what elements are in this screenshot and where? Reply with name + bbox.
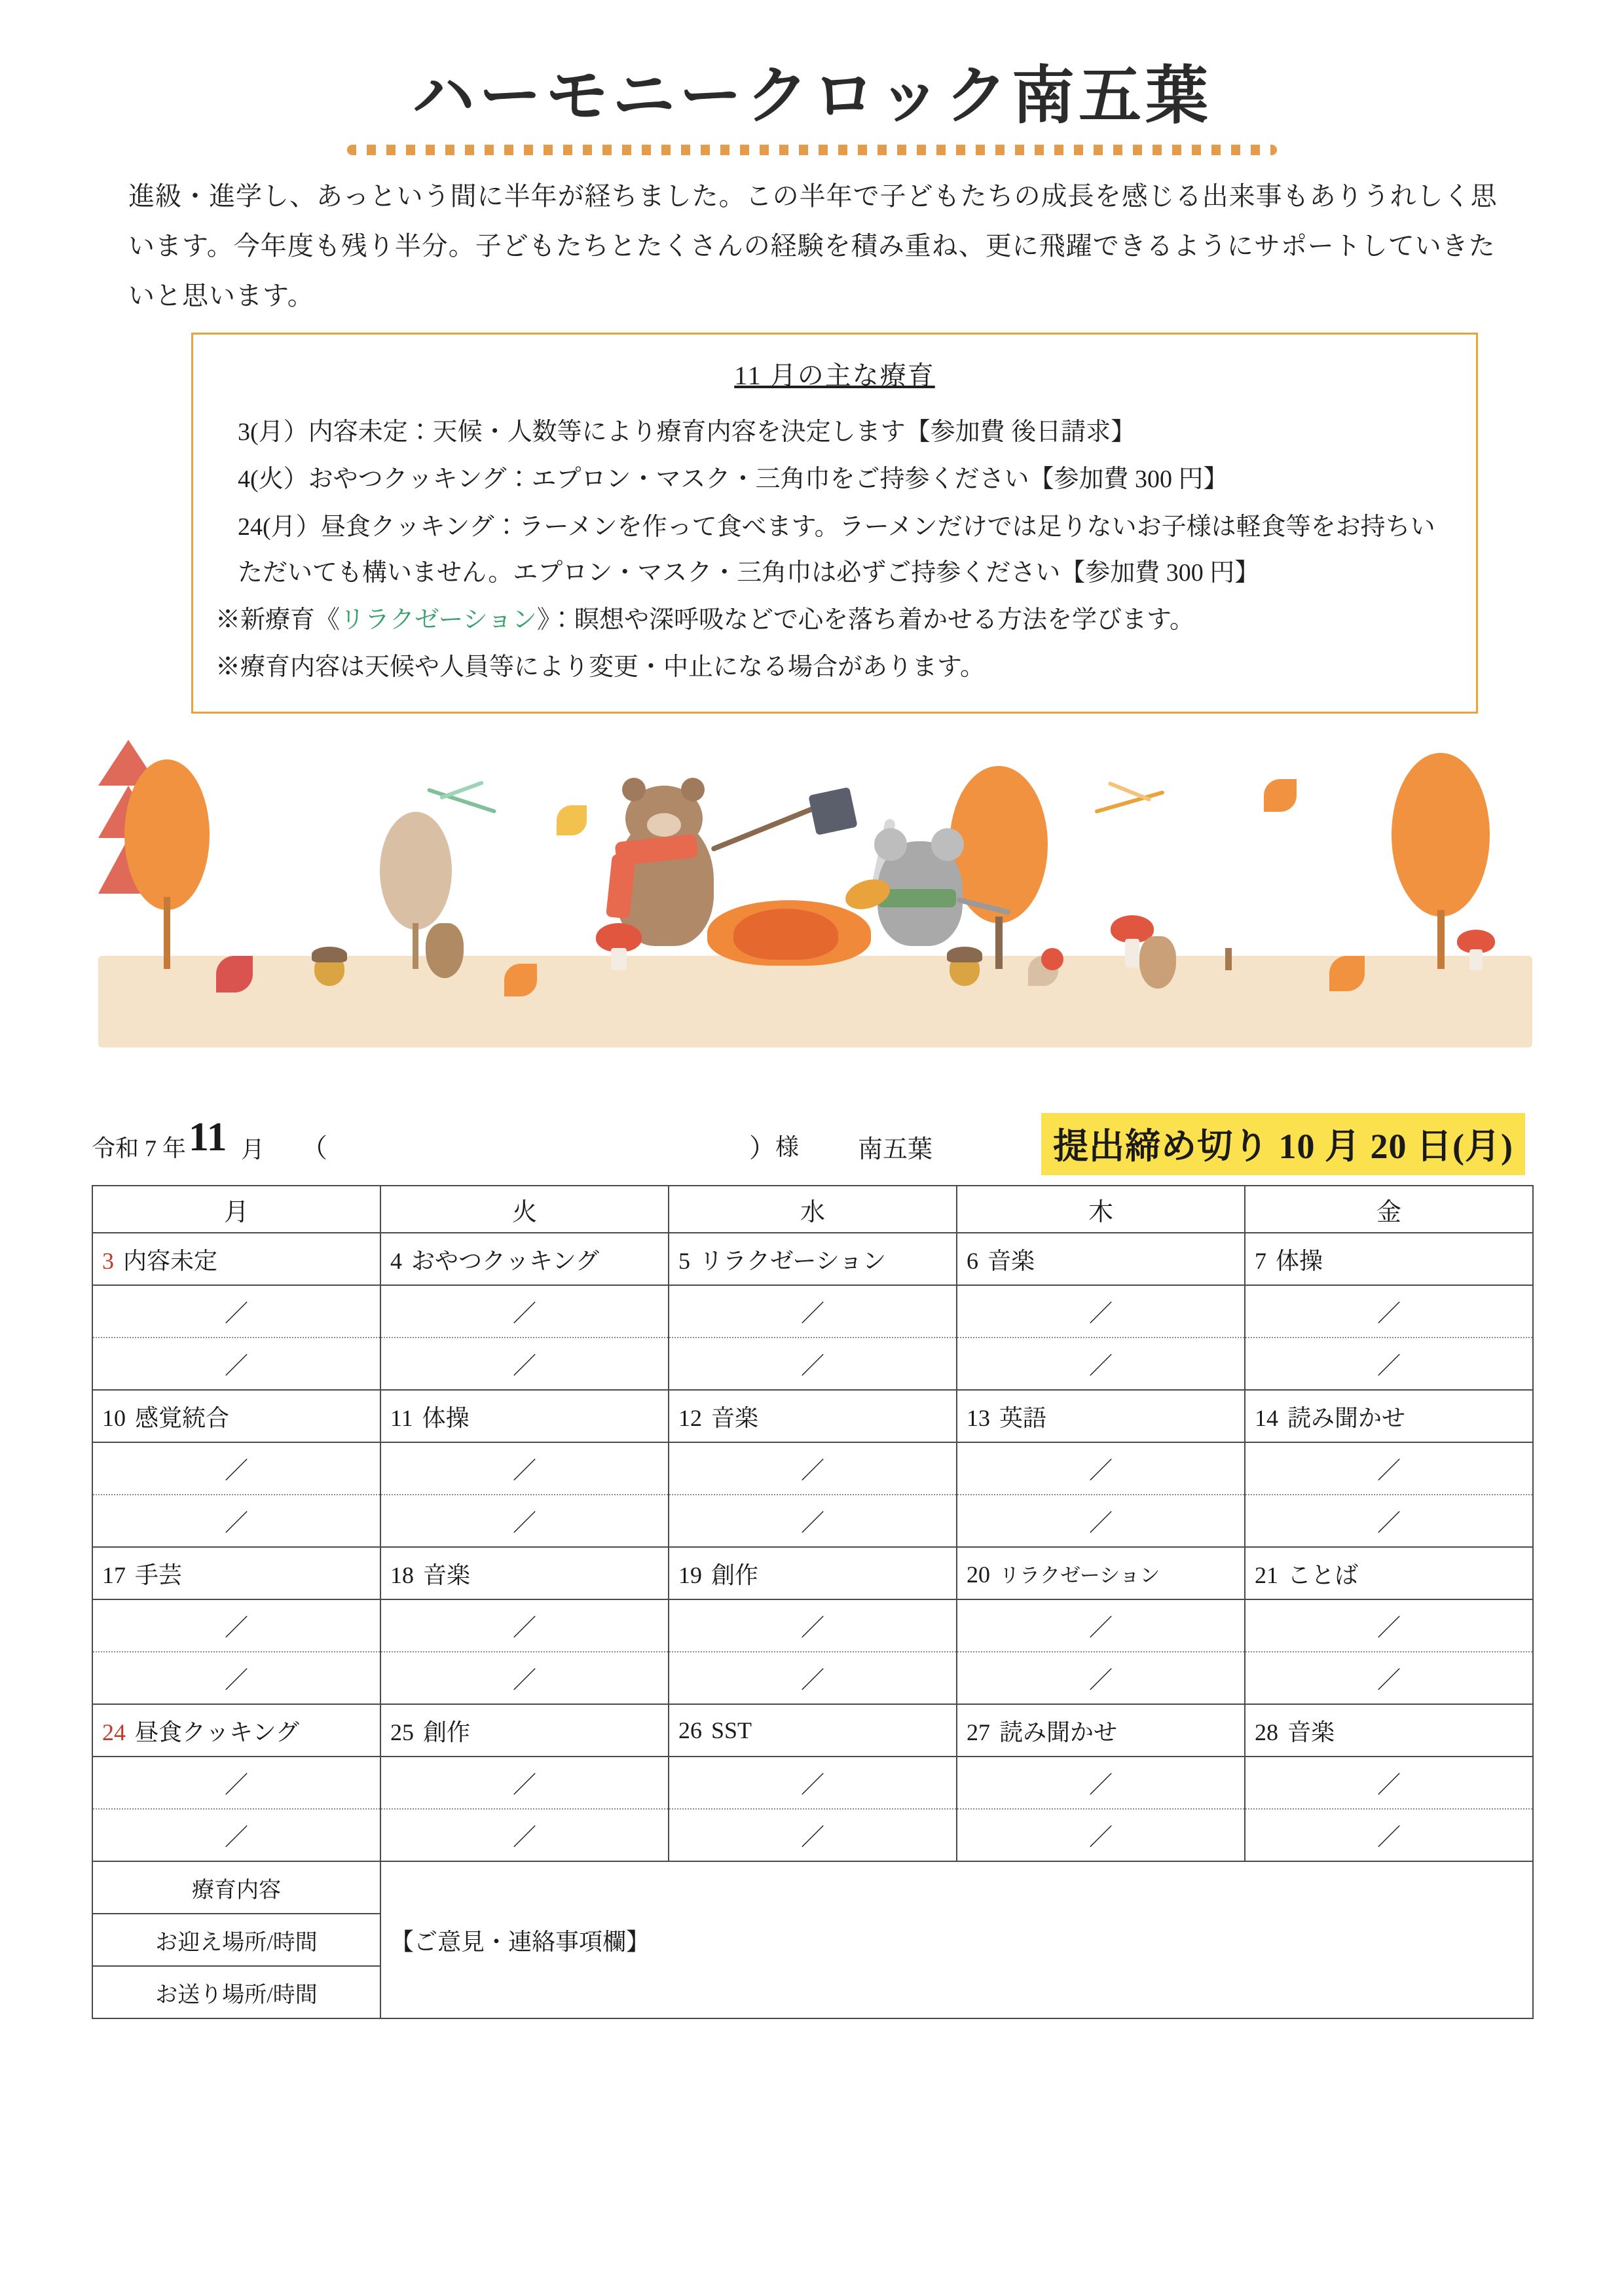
attendance-slash-cell[interactable]: ／: [92, 1338, 380, 1390]
day-event-label: 音楽: [1287, 1719, 1335, 1745]
program-note-changes: ※療育内容は天候や人員等により変更・中止になる場合があります。: [215, 653, 985, 682]
attendance-slash-cell[interactable]: ／: [380, 1442, 669, 1495]
orange-tree-right-icon: [1392, 753, 1490, 917]
day-event-label: ことば: [1287, 1561, 1359, 1588]
day-number: 28: [1255, 1719, 1278, 1745]
attendance-entry-row: [92, 1757, 1533, 1809]
day-event-label: 英語: [999, 1404, 1047, 1431]
day-number: 7: [1255, 1247, 1266, 1274]
calendar-day-cell[interactable]: [92, 1704, 380, 1757]
calendar-day-cell[interactable]: [669, 1704, 957, 1757]
day-event-label: 感覚統合: [135, 1404, 230, 1431]
page-title-block: [0, 46, 1624, 155]
day-number: 18: [390, 1561, 414, 1588]
note-relaxation-label: リラクゼーション: [340, 606, 537, 634]
attendance-slash-cell[interactable]: ／: [1245, 1285, 1533, 1338]
tan-tree-trunk-icon: [413, 923, 418, 969]
day-number: 20: [967, 1561, 990, 1588]
day-number: 25: [390, 1719, 414, 1745]
attendance-slash-cell[interactable]: ／: [380, 1757, 669, 1809]
table-row: [92, 1390, 1533, 1442]
mouse-ear-left-icon: [874, 828, 907, 861]
acorn-left-cap-icon: [312, 947, 347, 962]
attendance-slash-cell[interactable]: ／: [957, 1652, 1245, 1704]
day-number: 26: [678, 1717, 702, 1743]
calendar-day-cell[interactable]: [669, 1233, 957, 1285]
attendance-slash-cell[interactable]: ／: [669, 1652, 957, 1704]
calendar-day-cell[interactable]: [1245, 1390, 1533, 1442]
table-row: [92, 1704, 1533, 1757]
bear-ear-right-icon: [681, 778, 705, 801]
day-event-label: 手芸: [135, 1561, 183, 1588]
attendance-slash-cell[interactable]: ／: [957, 1338, 1245, 1390]
attendance-slash-cell[interactable]: ／: [380, 1809, 669, 1861]
calendar-day-cell[interactable]: [957, 1547, 1245, 1599]
attendance-slash-cell[interactable]: ／: [92, 1809, 380, 1861]
name-honorific: 様: [775, 1134, 800, 1160]
attendance-slash-cell[interactable]: ／: [669, 1442, 957, 1495]
leaf-orange-c-icon: [1329, 956, 1365, 991]
calendar-header: [92, 1113, 1532, 1172]
attendance-slash-cell[interactable]: ／: [669, 1338, 957, 1390]
tree-trunk-left-icon: [164, 897, 170, 969]
program-line-2: 4(火）おやつクッキング：エプロン・マスク・三角巾をご持参ください【参加費 300 円】: [238, 465, 1228, 494]
leaf-pile-accent-icon: [733, 909, 838, 960]
attendance-entry-row: [92, 1652, 1533, 1704]
day-event-label: 読み聞かせ: [999, 1719, 1118, 1745]
leaf-red-left-icon: [216, 956, 253, 993]
calendar-day-cell[interactable]: [669, 1547, 957, 1599]
attendance-slash-cell[interactable]: ／: [1245, 1652, 1533, 1704]
tan-tree-icon: [380, 812, 452, 930]
attendance-entry-row: [92, 1809, 1533, 1861]
calendar-day-cell[interactable]: [957, 1704, 1245, 1757]
calendar-day-cell[interactable]: [1245, 1704, 1533, 1757]
day-event-label: 昼食クッキング: [135, 1719, 299, 1745]
era-year-label: 令和 7 年: [92, 1135, 187, 1161]
submission-deadline-badge: 提出締め切り 10 月 20 日(月): [1041, 1113, 1525, 1175]
day-event-label: 体操: [422, 1404, 470, 1431]
attendance-slash-cell[interactable]: ／: [957, 1285, 1245, 1338]
calendar-day-cell[interactable]: [92, 1547, 380, 1599]
attendance-slash-cell[interactable]: ／: [1245, 1599, 1533, 1652]
calendar-day-cell[interactable]: [957, 1233, 1245, 1285]
day-number: 14: [1255, 1404, 1278, 1431]
attendance-slash-cell[interactable]: ／: [957, 1757, 1245, 1809]
bear-muzzle-icon: [647, 813, 681, 837]
berries-icon: [1041, 948, 1063, 970]
calendar-day-cell[interactable]: [1245, 1547, 1533, 1599]
day-event-label: 音楽: [423, 1561, 471, 1588]
program-line-1: 3(月）内容未定：天候・人数等により療育内容を決定します【参加費 後日請求】: [238, 418, 1136, 446]
pinecone-right-icon: [1139, 936, 1176, 989]
day-number: 19: [678, 1561, 702, 1588]
calendar-day-cell[interactable]: [92, 1390, 380, 1442]
calendar-day-cell[interactable]: [380, 1547, 669, 1599]
attendance-slash-cell[interactable]: ／: [380, 1652, 669, 1704]
calendar-day-cell[interactable]: [1245, 1233, 1533, 1285]
day-number: 12: [678, 1404, 702, 1431]
attendance-slash-cell[interactable]: ／: [1245, 1495, 1533, 1547]
attendance-slash-cell[interactable]: ／: [957, 1442, 1245, 1495]
attendance-slash-cell[interactable]: ／: [380, 1285, 669, 1338]
calendar-day-cell[interactable]: [669, 1390, 957, 1442]
pine-trunk-icon: [1225, 948, 1232, 970]
attendance-slash-cell[interactable]: ／: [669, 1495, 957, 1547]
day-number: 10: [102, 1404, 126, 1431]
bear-stick-icon: [710, 803, 822, 852]
monthly-schedule-table: [92, 1185, 1534, 2019]
day-event-label: 音楽: [711, 1404, 759, 1431]
day-number: 27: [967, 1719, 990, 1745]
calendar-day-cell[interactable]: [380, 1704, 669, 1757]
attendance-slash-cell[interactable]: ／: [380, 1599, 669, 1652]
ground-band: [98, 956, 1532, 1048]
attendance-slash-cell[interactable]: ／: [380, 1338, 669, 1390]
attendance-slash-cell[interactable]: ／: [92, 1652, 380, 1704]
table-row: [92, 1547, 1533, 1599]
note-suffix: 》：瞑想や深呼吸などで心を落ち着かせる方法を学びます。: [536, 606, 1194, 634]
tree-trunk-right-icon: [1437, 910, 1445, 969]
calendar-day-cell[interactable]: [957, 1390, 1245, 1442]
day-number: 3: [102, 1247, 114, 1274]
day-number: 24: [102, 1719, 126, 1745]
attendance-entry-row: [92, 1442, 1533, 1495]
day-number: 6: [967, 1247, 978, 1274]
attendance-slash-cell[interactable]: ／: [92, 1599, 380, 1652]
attendance-slash-cell[interactable]: ／: [380, 1495, 669, 1547]
footer-row-label: お送り場所/時間: [92, 1966, 380, 2018]
mushroom-a-stem-icon: [611, 948, 627, 970]
attendance-slash-cell[interactable]: ／: [669, 1809, 957, 1861]
intro-paragraph: 進級・進学し、あっという間に半年が経ちました。この半年で子どもたちの成長を感じる出来事もありうれしく思います。今年度も残り半分。子どもたちとたくさんの経験を積み重ね、更に飛躍できるようにサポートしていきたいと思います。: [128, 181, 1498, 310]
name-paren-close: ）: [749, 1133, 775, 1163]
program-line-3: 24(月）昼食クッキング：ラーメンを作って食べます。ラーメンだけでは足りないお子様は軽食等をお持ちいただいても構いません。エプロン・マスク・三角巾は必ずご持参ください【参加費 300 円】: [238, 513, 1435, 587]
mushroom-b-stem-icon: [1125, 939, 1139, 968]
pinecone-left-icon: [426, 923, 464, 978]
day-event-label: リラクゼーション: [699, 1247, 887, 1274]
footer-row-value[interactable]: 【ご意見・連絡事項欄】: [380, 1861, 1533, 2018]
calendar-day-cell[interactable]: [380, 1233, 669, 1285]
attendance-entry-row: [92, 1495, 1533, 1547]
orange-tree-left-icon: [124, 759, 210, 910]
attendance-entry-row: [92, 1599, 1533, 1652]
day-number: 17: [102, 1561, 126, 1588]
calendar-day-cell[interactable]: [380, 1390, 669, 1442]
attendance-entry-row: [92, 1338, 1533, 1390]
day-number: 21: [1255, 1561, 1278, 1588]
footer-row-label: お迎え場所/時間: [92, 1914, 380, 1966]
footer-row: [92, 1861, 1533, 1914]
attendance-slash-cell[interactable]: ／: [669, 1599, 957, 1652]
acorn-right-cap-icon: [947, 947, 982, 962]
weekday-header-tue: 火: [380, 1186, 669, 1233]
bear-flag-icon: [808, 787, 857, 835]
page-title: ハーモニークロック南五葉: [411, 59, 1213, 132]
day-number: 4: [390, 1247, 402, 1274]
attendance-slash-cell[interactable]: ／: [92, 1495, 380, 1547]
day-event-label: 創作: [711, 1561, 759, 1588]
day-number: 11: [390, 1404, 413, 1431]
weekday-header-mon: 月: [92, 1186, 380, 1233]
month-number: 11: [189, 1115, 227, 1159]
dragonfly-right-wing-icon: [1107, 781, 1151, 802]
weekday-header-thu: 木: [957, 1186, 1245, 1233]
monthly-program-box: [191, 333, 1478, 714]
name-paren-open: （: [301, 1133, 327, 1163]
day-event-label: 読み聞かせ: [1287, 1404, 1406, 1431]
day-event-label: 内容未定: [123, 1247, 218, 1274]
day-number: 13: [967, 1404, 990, 1431]
dragonfly-left-wing-icon: [439, 780, 484, 800]
leaf-yellow-a-icon: [557, 805, 587, 835]
program-box-title: 11 月の主な療育: [734, 361, 935, 390]
attendance-slash-cell[interactable]: ／: [669, 1757, 957, 1809]
attendance-slash-cell[interactable]: ／: [957, 1495, 1245, 1547]
mushroom-c-stem-icon: [1469, 949, 1483, 970]
attendance-slash-cell[interactable]: ／: [957, 1809, 1245, 1861]
attendance-slash-cell[interactable]: ／: [957, 1599, 1245, 1652]
day-event-label: 創作: [423, 1719, 471, 1745]
bear-ear-left-icon: [622, 778, 646, 801]
attendance-slash-cell[interactable]: ／: [1245, 1809, 1533, 1861]
weekday-header-fri: 金: [1245, 1186, 1533, 1233]
attendance-slash-cell[interactable]: ／: [1245, 1338, 1533, 1390]
day-event-label: おやつクッキング: [411, 1247, 599, 1274]
leaf-orange-b-icon: [1264, 779, 1297, 812]
note-prefix: ※新療育《: [215, 606, 341, 634]
weekday-header-wed: 水: [669, 1186, 957, 1233]
autumn-illustration: [98, 740, 1532, 1048]
attendance-slash-cell[interactable]: ／: [92, 1757, 380, 1809]
title-underline-decoration: [347, 145, 1277, 155]
weekday-header-row: [92, 1186, 1533, 1233]
table-row: [92, 1233, 1533, 1285]
mouse-ear-right-icon: [931, 828, 964, 861]
program-note-relaxation: [215, 597, 1454, 643]
leaf-orange-a-icon: [504, 964, 537, 996]
attendance-slash-cell[interactable]: ／: [92, 1285, 380, 1338]
attendance-slash-cell[interactable]: ／: [669, 1285, 957, 1338]
day-number: 5: [678, 1247, 690, 1274]
attendance-slash-cell[interactable]: ／: [92, 1442, 380, 1495]
attendance-slash-cell[interactable]: ／: [1245, 1442, 1533, 1495]
tree-trunk-mid-icon: [995, 917, 1003, 969]
day-event-label: リラクゼーション: [999, 1563, 1160, 1587]
day-event-label: SST: [711, 1717, 752, 1743]
month-kanji-label: 月: [241, 1137, 265, 1163]
day-event-label: 音楽: [987, 1247, 1035, 1274]
footer-row-label: 療育内容: [92, 1861, 380, 1914]
day-event-label: 体操: [1276, 1247, 1323, 1274]
attendance-entry-row: [92, 1285, 1533, 1338]
attendance-slash-cell[interactable]: ／: [1245, 1757, 1533, 1809]
calendar-day-cell[interactable]: [92, 1233, 380, 1285]
branch-name: 南五葉: [858, 1136, 933, 1163]
